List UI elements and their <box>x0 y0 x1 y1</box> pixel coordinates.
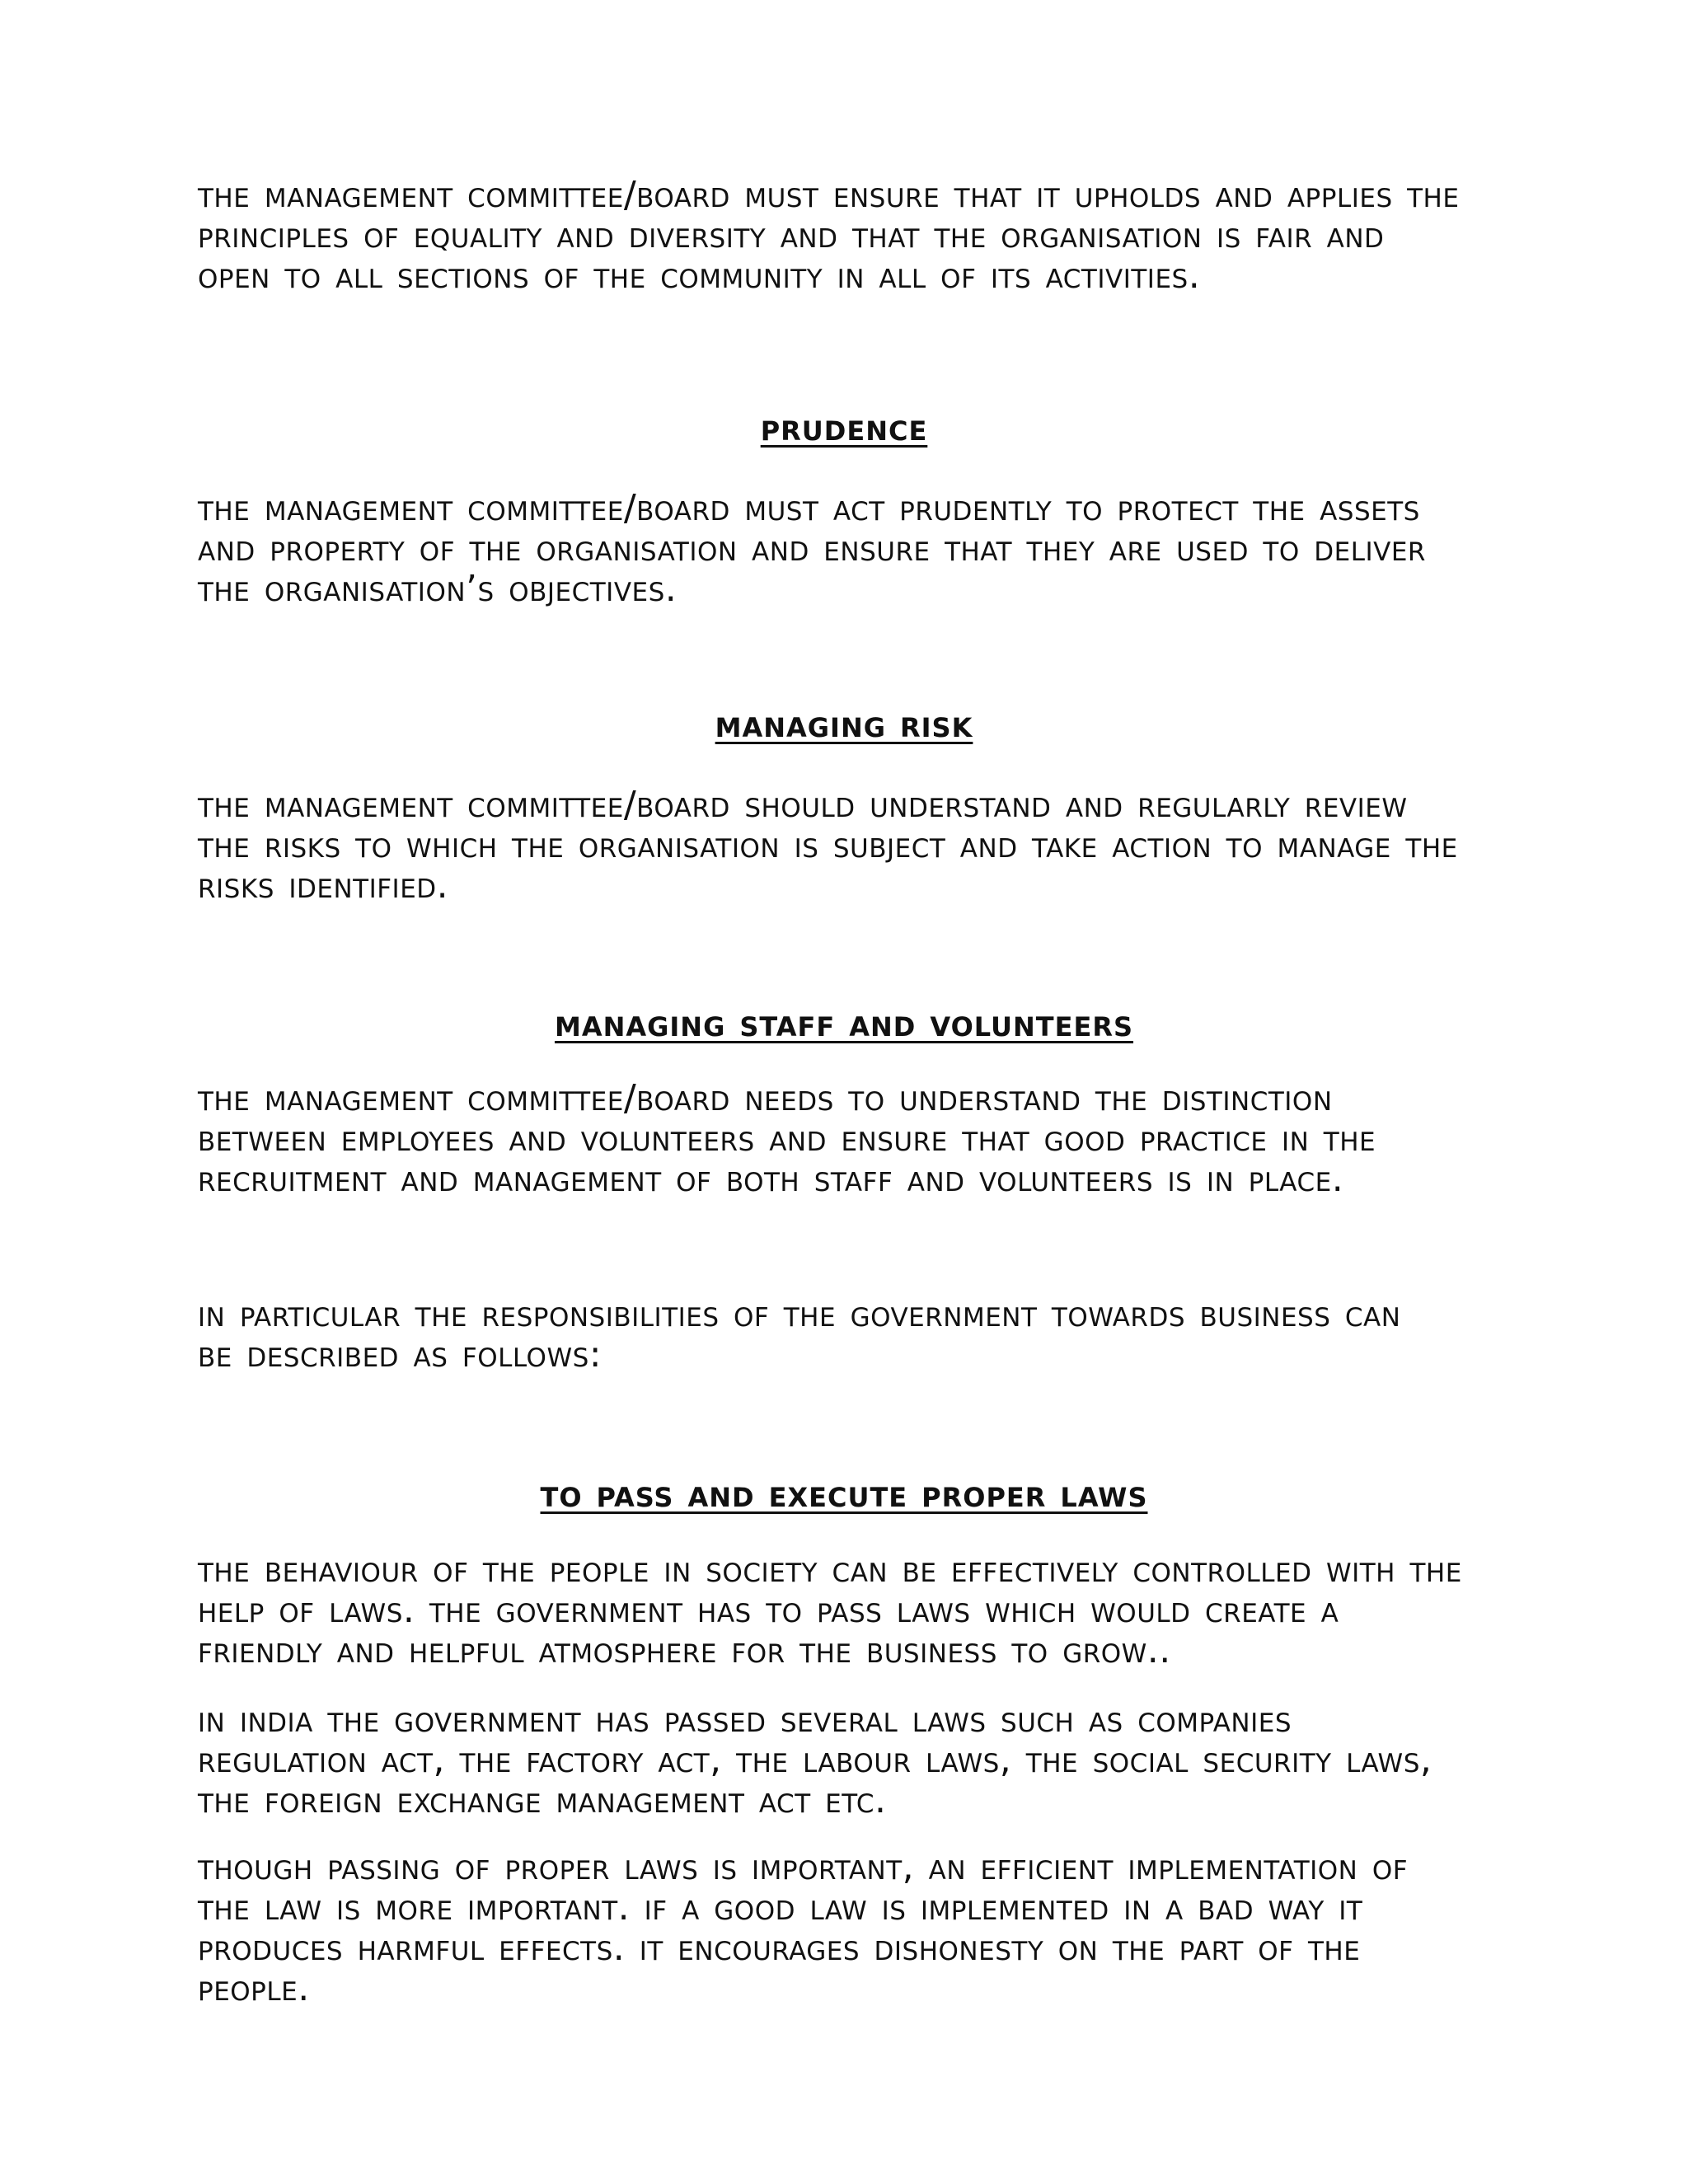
heading-text: prudence <box>760 405 928 449</box>
paragraph-in-particular <box>198 1294 1517 1375</box>
paragraph-laws-implementation <box>198 1847 1517 2008</box>
text-line: be described as follows: <box>198 1333 603 1376</box>
heading-managing-staff <box>0 1001 1688 1044</box>
text-line: help of laws. the government has to pass laws which would create a <box>198 1589 1339 1631</box>
paragraph-managing-staff <box>198 1078 1517 1199</box>
text-line: in india the government has passed several laws such as companies <box>198 1699 1292 1741</box>
text-line: though passing of proper laws is important, an efficient implementation of <box>198 1846 1409 1888</box>
text-line: regulation act, the factory act, the labour laws, the social security laws, <box>198 1739 1432 1781</box>
heading-text: managing risk <box>715 701 973 746</box>
text-line: the management committee/board must ensure that it upholds and applies the <box>198 174 1460 216</box>
text-line: the behaviour of the people in society can be effectively controlled with the <box>198 1549 1462 1591</box>
text-line: produces harmful effects. it encourages dishonesty on the part of the <box>198 1927 1361 1969</box>
text-line: the management committee/board needs to understand the distinction <box>198 1077 1333 1119</box>
heading-prudence <box>0 405 1688 448</box>
text-line: the organisation’s objectives. <box>198 568 678 610</box>
text-line: the management committee/board should understand and regularly review <box>198 784 1408 826</box>
text-line: the foreign exchange management act etc. <box>198 1779 887 1821</box>
text-line: friendly and helpful atmosphere for the business to grow.. <box>198 1629 1171 1671</box>
text-line: the risks to which the organisation is subject and take action to manage the <box>198 824 1458 866</box>
paragraph-laws-behaviour <box>198 1549 1517 1671</box>
paragraph-managing-risk <box>198 785 1517 906</box>
heading-managing-risk <box>0 702 1688 745</box>
text-line: the law is more important. if a good law is implemented in a bad way it <box>198 1886 1363 1929</box>
heading-text: to pass and execute proper laws <box>540 1471 1148 1516</box>
text-line: recruitment and management of both staff and volunteers is in place. <box>198 1158 1344 1200</box>
text-line: and property of the organisation and ensure that they are used to deliver <box>198 527 1426 569</box>
text-line: in particular the responsibilities of the government towards business can <box>198 1293 1401 1335</box>
text-line: people. <box>198 1967 310 2009</box>
heading-text: managing staff and volunteers <box>554 1001 1134 1045</box>
text-line: between employees and volunteers and ensure that good practice in the <box>198 1118 1376 1160</box>
paragraph-equality <box>198 175 1517 296</box>
text-line: the management committee/board must act prudently to protect the assets <box>198 487 1420 529</box>
text-line: principles of equality and diversity and that the organisation is fair and <box>198 214 1385 256</box>
heading-proper-laws <box>0 1472 1688 1515</box>
paragraph-laws-india <box>198 1699 1517 1821</box>
text-line: open to all sections of the community in all of its activities. <box>198 255 1201 297</box>
paragraph-prudence <box>198 488 1517 609</box>
text-line: risks identified. <box>198 865 449 907</box>
